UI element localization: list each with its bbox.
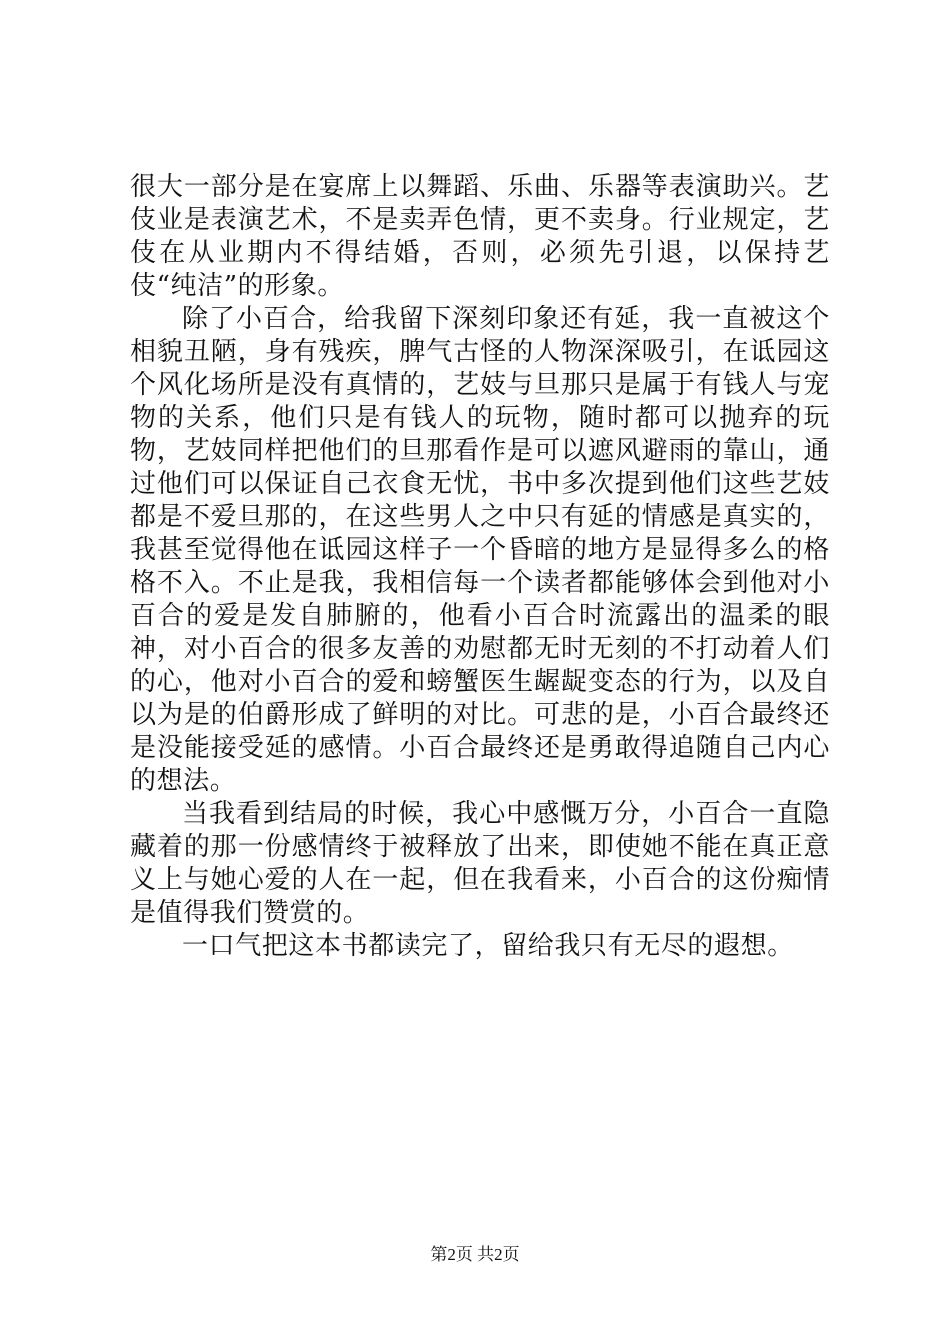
page-number: 第2页 共2页 xyxy=(430,1245,520,1264)
page-footer xyxy=(0,1244,950,1266)
paragraph-1: 很大一部分是在宴席上以舞蹈、乐曲、乐器等表演助兴。艺伎业是表演艺术，不是卖弄色情，更不卖身。行业规定，艺伎在从业期内不得结婚，否则，必须先引退，以保持艺伎“纯洁”的形象。 xyxy=(130,172,830,301)
document-body xyxy=(130,171,830,963)
paragraph-4: 一口气把这本书都读完了，留给我只有无尽的遐想。 xyxy=(182,931,794,961)
paragraph-2: 除了小百合，给我留下深刻印象还有延，我一直被这个相貌丑陋，身有残疾，脾气古怪的人物深深吸引，在诋园这个风化场所是没有真情的，艺妓与旦那只是属于有钱人与宠物的关系，他们只是有钱人的玩物，随时都可以抛弃的玩物，艺妓同样把他们的旦那看作是可以遮风避雨的靠山，通过他们可以保证自己衣食无忧，书中多次提到他们这些艺妓都是不爱旦那的，在这些男人之中只有延的情感是真实的，我甚至觉得他在诋园这样子一个昏暗的地方是显得多么的格格不入。不止是我，我相信每一个读者都能够体会到他对小百合的爱是发自肺腑的，他看小百合时流露出的温柔的眼神，对小百合的很多友善的劝慰都无时无刻的不打动着人们的心，他对小百合的爱和螃蟹医生龌龊变态的行为，以及自以为是的伯爵形成了鲜明的对比。可悲的是，小百合最终还是没能接受延的感情。小百合最终还是勇敢得追随自己内心的想法。 xyxy=(130,304,830,796)
paragraph-3: 当我看到结局的时候，我心中感慨万分，小百合一直隐藏着的那一份感情终于被释放了出来，即使她不能在真正意义上与她心爱的人在一起，但在我看来，小百合的这份痴情是值得我们赞赏的。 xyxy=(130,799,830,928)
